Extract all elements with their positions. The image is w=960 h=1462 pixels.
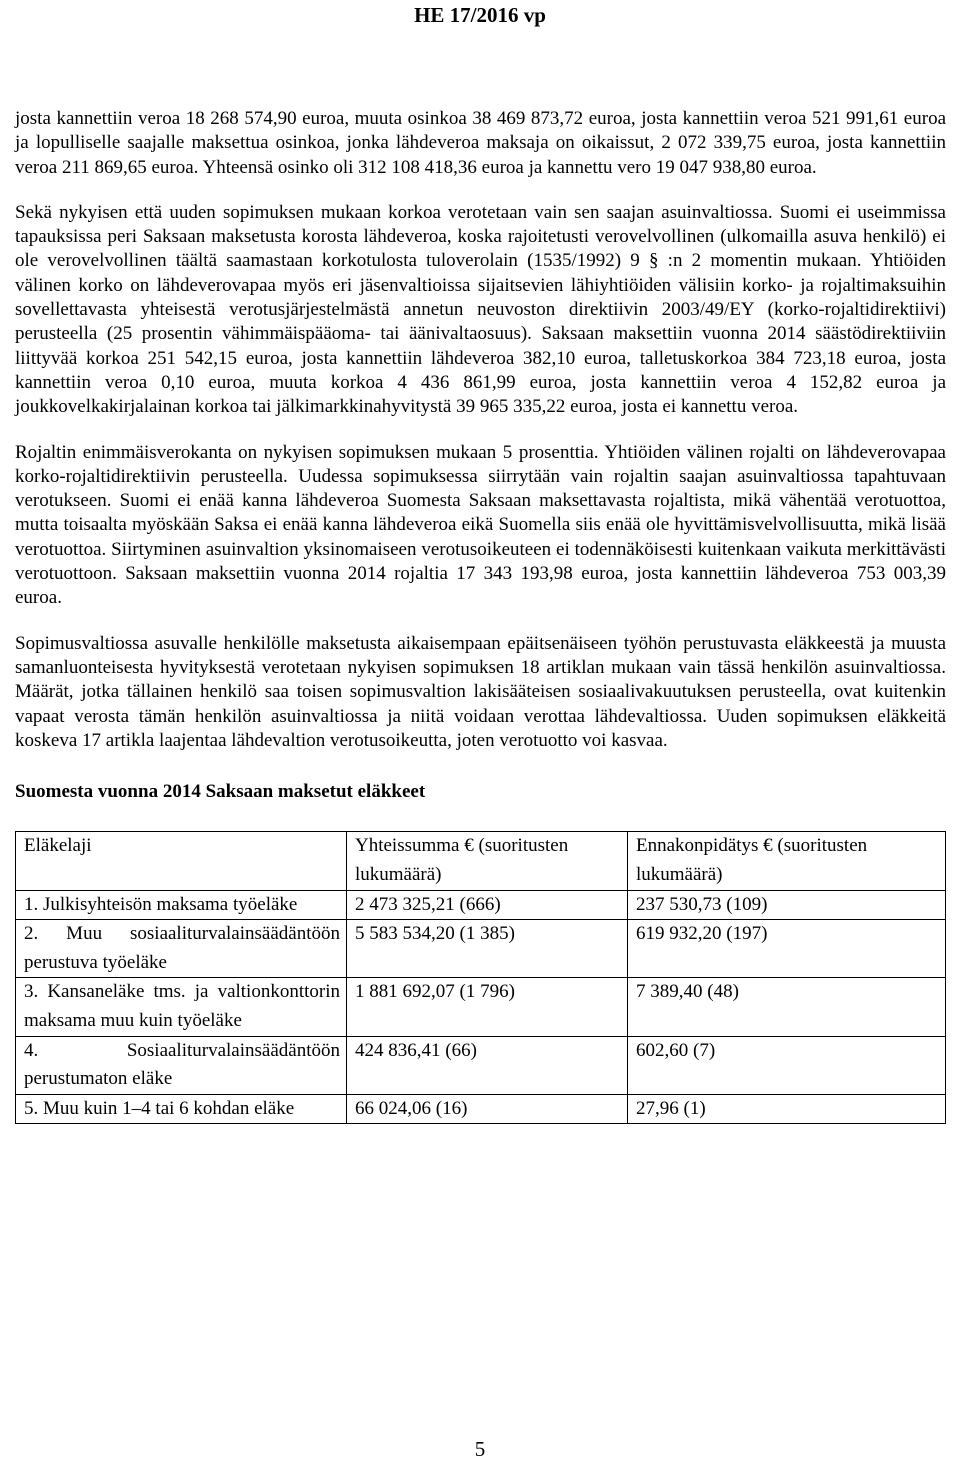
document-body xyxy=(15,107,946,1124)
cell-withholding: 237 530,73 (109) xyxy=(628,890,946,920)
table-header-row xyxy=(16,832,946,890)
table-row xyxy=(16,1036,946,1094)
cell-type: 4. Sosiaaliturvalainsäädäntöön perustumaton eläke xyxy=(16,1036,347,1094)
cell-withholding: 27,96 (1) xyxy=(628,1094,946,1124)
cell-total: 1 881 692,07 (1 796) xyxy=(347,978,628,1036)
page-number: 5 xyxy=(474,1437,486,1461)
page-header: HE 17/2016 vp xyxy=(414,3,546,27)
paragraph-interest: Sekä nykyisen että uuden sopimuksen mukaan korkoa verotetaan vain sen saajan asuinvaltiossa. Suomi ei useimmissa tapauksissa peri Saksaan maksetusta korosta lähdeveroa, koska rajoitetusti verovelvollinen (ulkomailla asuva henkilö) ei ole verovelvollinen täältä saamastaan korkotulosta tuloverolain (1535/1992) 9 § :n 2 momentin mukaan. Yhtiöiden välinen korko on lähdeverovapaa myös eri jäsenvaltioissa sijaitsevien lähiyhtiöiden välisiin korko- ja rojaltimaksuihin sovellettavasta yhteisestä verotusjärjestelmästä annetun neuvoston direktiivin 2003/49/EY (korko-rojaltidirektiivi) perusteella (25 prosentin vähimmäispääoma- tai äänivaltaosuus). Saksaan maksettiin vuonna 2014 säästödirektiiviin liittyvää korkoa 251 542,15 euroa, josta kannettiin lähdeveroa 382,10 euroa, talletuskorkoa 384 723,18 euroa, josta kannettiin veroa 0,10 euroa, muuta korkoa 4 436 861,99 euroa, josta kannettiin veroa 4 152,82 euroa ja joukkovelkakirjalainan korkoa tai jälkimarkkinahyvitystä 39 965 335,22 euroa, josta ei kannettu veroa. xyxy=(15,201,946,418)
cell-total: 5 583 534,20 (1 385) xyxy=(347,920,628,978)
header-cell-withholding: Ennakonpidätys € (suoritusten lukumäärä) xyxy=(628,832,946,890)
paragraph-dividends: josta kannettiin veroa 18 268 574,90 euroa, muuta osinkoa 38 469 873,72 euroa, josta kannettiin veroa 521 991,61 euroa ja lopulliselle saajalle maksettua osinkoa, jonka lähdeveroa maksaja on oikaissut, 2 072 339,75 euroa, josta kannettiin veroa 211 869,65 euroa. Yhteensä osinko oli 312 108 418,36 euroa ja kannettu vero 19 047 938,80 euroa. xyxy=(15,108,946,178)
pensions-table xyxy=(15,831,946,1124)
cell-type: 2. Muu sosiaaliturvalainsäädäntöön perustuva työeläke xyxy=(16,920,347,978)
cell-total: 66 024,06 (16) xyxy=(347,1094,628,1124)
table-row xyxy=(16,920,946,978)
cell-type: 3. Kansaneläke tms. ja valtionkonttorin maksama muu kuin työeläke xyxy=(16,978,347,1036)
paragraph-royalties: Rojaltin enimmäisverokanta on nykyisen sopimuksen mukaan 5 prosenttia. Yhtiöiden välinen rojalti on lähdeverovapaa korko-rojaltidirektiivin perusteella. Uudessa sopimuksessa siirrytään vain rojaltin saajan asuinvaltiossa tapahtuvaan verotukseen. Suomi ei enää kanna lähdeveroa Suomesta Saksaan maksettavasta rojaltista, mikä vähentää verotuottoa, mutta toisaalta myöskään Saksa ei enää kanna lähdeveroa eikä Suomella siis enää ole hyvittämisvelvollisuutta, mikä lisää verotuottoa. Siirtyminen asuinvaltion yksinomaiseen verotusoikeuteen ei todennäköisesti kuitenkaan vaikuta merkittävästi verotuottoon. Saksaan maksettiin vuonna 2014 rojaltia 17 343 193,98 euroa, josta kannettiin lähdeveroa 753 003,39 euroa. xyxy=(15,441,946,609)
cell-type: 1. Julkisyhteisön maksama työeläke xyxy=(16,890,347,920)
cell-withholding: 7 389,40 (48) xyxy=(628,978,946,1036)
section-title: Suomesta vuonna 2014 Saksaan maksetut eläkkeet xyxy=(15,781,426,803)
header-cell-type: Eläkelaji xyxy=(16,832,347,890)
header-cell-total: Yhteissumma € (suoritusten lukumäärä) xyxy=(347,832,628,890)
table-row xyxy=(16,978,946,1036)
cell-total: 424 836,41 (66) xyxy=(347,1036,628,1094)
cell-withholding: 602,60 (7) xyxy=(628,1036,946,1094)
cell-withholding: 619 932,20 (197) xyxy=(628,920,946,978)
table-row xyxy=(16,890,946,920)
paragraph-pensions: Sopimusvaltiossa asuvalle henkilölle maksetusta aikaisempaan epäitsenäiseen työhön perustuvasta eläkkeestä ja muusta samanluonteisesta hyvityksestä verotetaan nykyisen sopimuksen 18 artiklan mukaan vain tässä henkilön asuinvaltiossa. Määrät, jotka tällainen henkilö saa toisen sopimusvaltion lakisääteisen sosiaalivakuutuksen perusteella, ovat kuitenkin vapaat verosta tämän henkilön asuinvaltiossa ja niitä voidaan verottaa lähdevaltiossa. Uuden sopimuksen eläkkeitä koskeva 17 artikla laajentaa lähdevaltion verotusoikeutta, joten verotuotto voi kasvaa. xyxy=(15,632,946,751)
cell-type: 5. Muu kuin 1–4 tai 6 kohdan eläke xyxy=(16,1094,347,1124)
table-row xyxy=(16,1094,946,1124)
cell-total: 2 473 325,21 (666) xyxy=(347,890,628,920)
